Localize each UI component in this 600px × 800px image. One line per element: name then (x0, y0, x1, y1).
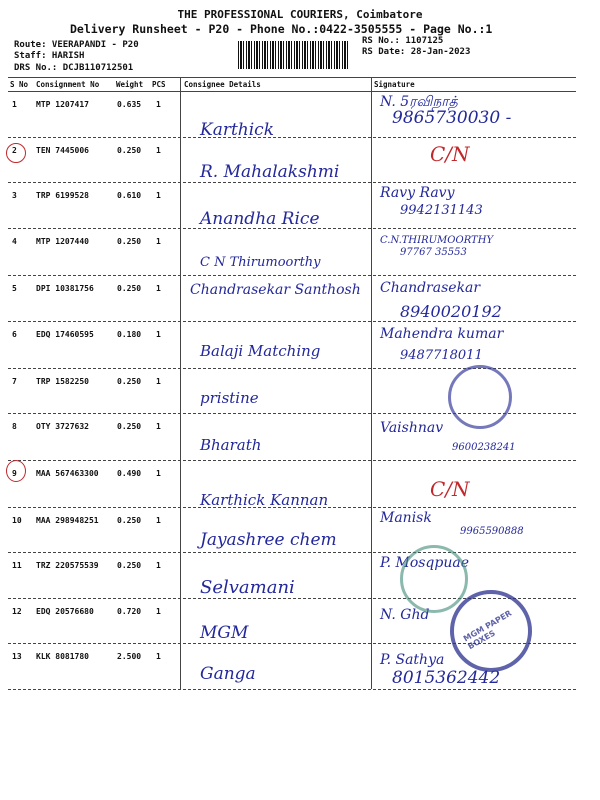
row-sno: 2 (12, 146, 17, 155)
stamp-mark (448, 365, 512, 429)
row-pcs: 1 (156, 422, 161, 431)
stamp-mark (400, 545, 468, 613)
row-signature-phone: 8940020192 (400, 302, 502, 321)
row-weight: 0.250 (117, 422, 142, 431)
row-sno: 1 (12, 100, 17, 109)
row-consignee: pristine (200, 389, 259, 407)
row-consignee: MGM (200, 623, 249, 643)
row-signature-name: C/N (430, 142, 470, 166)
row-signature-phone: 9600238241 (452, 442, 516, 453)
row-signature-phone: 8015362442 (392, 668, 501, 688)
row-consignment: MAA 567463300 (36, 469, 99, 478)
row-weight: 0.635 (117, 100, 142, 109)
row-signature-name: Ravy Ravy (380, 185, 455, 201)
row-consignment: MAA 298948251 (36, 516, 99, 525)
row-divider (8, 689, 576, 690)
col-signature: Signature (374, 80, 415, 89)
row-pcs: 1 (156, 652, 161, 661)
row-weight: 0.490 (117, 469, 142, 478)
row-consignment: MTP 1207440 (36, 237, 89, 246)
row-signature-name: P. Mosqpuae (380, 555, 470, 571)
row-sno: 10 (12, 516, 22, 525)
row-pcs: 1 (156, 607, 161, 616)
row-weight: 0.250 (117, 146, 142, 155)
stamp-text: MGM PAPER BOXES (461, 608, 514, 652)
row-consignee: Karthick (200, 120, 275, 140)
row-pcs: 1 (156, 377, 161, 386)
row-weight: 0.250 (117, 561, 142, 570)
row-consignee: C N Thirumoorthy (200, 255, 321, 270)
row-consignee: Anandha Rice (200, 209, 320, 229)
row-consignment: TEN 7445006 (36, 146, 89, 155)
row-weight: 0.720 (117, 607, 142, 616)
row-signature-name: C/N (430, 477, 470, 501)
row-pcs: 1 (156, 191, 161, 200)
row-pcs: 1 (156, 561, 161, 570)
row-signature-name: Chandrasekar (380, 280, 481, 296)
row-signature-name: N. 5ரவிநாத் (380, 94, 458, 110)
row-weight: 0.250 (117, 516, 142, 525)
red-circle-mark (6, 143, 26, 163)
row-consignment: TRP 6199528 (36, 191, 89, 200)
row-consignment: DPI 10381756 (36, 284, 94, 293)
row-consignment: KLK 8081780 (36, 652, 89, 661)
row-signature-phone: 9865730030 - (392, 108, 512, 128)
row-sno: 3 (12, 191, 17, 200)
row-signature-name: C.N.THIRUMOORTHY (380, 235, 494, 246)
row-pcs: 1 (156, 516, 161, 525)
barcode (238, 41, 348, 69)
rs-date: RS Date: 28-Jan-2023 (362, 47, 471, 57)
row-pcs: 1 (156, 237, 161, 246)
row-sno: 6 (12, 330, 17, 339)
row-signature-name: P. Sathya (380, 652, 445, 668)
row-pcs: 1 (156, 284, 161, 293)
drs-number: DRS No.: DCJB110712501 (14, 63, 134, 73)
col-consignee: Consignee Details (184, 80, 261, 89)
row-sno: 8 (12, 422, 17, 431)
row-sno: 9 (12, 469, 17, 478)
row-consignee: Bharath (200, 436, 262, 454)
row-signature-phone: 97767 35553 (400, 247, 467, 258)
row-weight: 0.250 (117, 377, 142, 386)
rs-number: RS No.: 1107125 (362, 36, 444, 46)
row-consignee: Karthick Kannan (200, 491, 329, 509)
row-sno: 5 (12, 284, 17, 293)
row-consignment: EDQ 20576680 (36, 607, 94, 616)
table-top-border (8, 77, 576, 78)
row-sno: 7 (12, 377, 17, 386)
row-consignment: OTY 3727632 (36, 422, 89, 431)
row-weight: 0.180 (117, 330, 142, 339)
row-sno: 13 (12, 652, 22, 661)
row-signature-name: Vaishnav (380, 420, 444, 436)
row-consignment: MTP 1207417 (36, 100, 89, 109)
row-weight: 0.610 (117, 191, 142, 200)
row-signature-phone: 9942131143 (400, 203, 483, 218)
row-weight: 0.250 (117, 284, 142, 293)
row-consignment: TRZ 220575539 (36, 561, 99, 570)
row-consignee: Jayashree chem (200, 530, 337, 550)
row-consignee: Ganga (200, 664, 256, 684)
col-pcs: PCS (152, 80, 166, 89)
row-signature-name: Mahendra kumar (380, 326, 504, 342)
row-sno: 11 (12, 561, 22, 570)
row-signature-name: Manisk (380, 510, 432, 526)
staff-label: Staff: HARISH (14, 51, 85, 61)
col-consignment: Consignment No (36, 80, 100, 89)
row-signature-phone: 9487718011 (400, 348, 483, 363)
red-circle-mark (6, 460, 26, 482)
row-weight: 2.500 (117, 652, 142, 661)
row-consignee: Balaji Matching (200, 342, 321, 360)
row-pcs: 1 (156, 146, 161, 155)
route-label: Route: VEERAPANDI - P20 (14, 40, 139, 50)
mgm-stamp (450, 590, 532, 672)
row-consignee: Selvamani (200, 577, 295, 598)
row-sno: 12 (12, 607, 22, 616)
row-consignee: Chandrasekar Santhosh (190, 282, 361, 298)
row-sno: 4 (12, 237, 17, 246)
row-consignment: TRP 1582250 (36, 377, 89, 386)
row-signature-name: N. Ghd (380, 607, 430, 623)
row-signature-phone: 9965590888 (460, 526, 524, 537)
runsheet-company-title: THE PROFESSIONAL COURIERS, Coimbatore (177, 8, 423, 21)
row-consignee: R. Mahalakshmi (200, 162, 340, 182)
row-weight: 0.250 (117, 237, 142, 246)
row-consignment: EDQ 17460595 (36, 330, 94, 339)
row-pcs: 1 (156, 330, 161, 339)
row-pcs: 1 (156, 100, 161, 109)
col-sno: S No (10, 80, 29, 89)
runsheet-subtitle: Delivery Runsheet - P20 - Phone No.:0422-3505555 - Page No.:1 (70, 22, 493, 36)
col-weight: Weight (116, 80, 144, 89)
row-pcs: 1 (156, 469, 161, 478)
